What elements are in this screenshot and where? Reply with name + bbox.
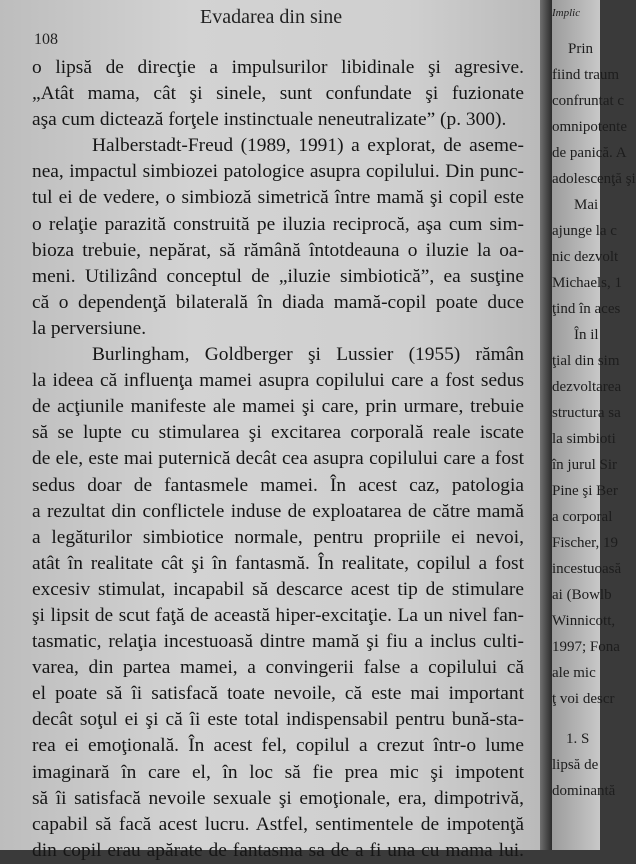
facing-line: dezvoltarea bbox=[552, 379, 622, 395]
facing-line: de panică. A bbox=[552, 145, 627, 161]
body-text bbox=[32, 55, 524, 864]
text-line: tul ei de vedere, o simbioză simetrică între mamă şi copil este bbox=[32, 187, 524, 209]
text-line: Burlingham, Goldberger şi Lussier (1955) rămân bbox=[92, 344, 524, 366]
book-gutter bbox=[540, 0, 552, 850]
facing-line: incestuoasă bbox=[552, 561, 622, 577]
text-line: imaginară în care el, în loc să fie prea mic şi impotent bbox=[32, 761, 524, 783]
facing-line: ajunge la c bbox=[552, 223, 617, 239]
facing-line: 1997; Fona bbox=[552, 639, 620, 655]
text-line: de ele, este mai puternică decât cea asupra copilului care a fost bbox=[32, 448, 524, 470]
text-line: că o dependenţă bilaterală în diada mamă-copil poate duce bbox=[32, 291, 524, 313]
facing-line: ţ voi descr bbox=[552, 691, 615, 707]
facing-line: structura sa bbox=[552, 405, 621, 421]
text-line: meni. Utilizând conceptul de „iluzie simbiotică”, ea susţine bbox=[32, 265, 524, 287]
facing-line: ai (Bowlb bbox=[552, 587, 612, 603]
facing-line: lipsă de bbox=[552, 757, 599, 773]
paragraph-3 bbox=[32, 342, 524, 864]
facing-line: nic dezvolt bbox=[552, 249, 619, 265]
text-line: şi lipsit de scut faţă de această hiper-excitaţie. La un nivel fan- bbox=[32, 604, 524, 626]
text-line: bioza trebuie, nepărat, să rămână întotdeauna o iluzie la oa- bbox=[32, 239, 524, 261]
page-number: 108 bbox=[34, 31, 58, 48]
text-line: de acţiunile manifeste ale mamei şi care, prin urmare, trebuie bbox=[32, 396, 524, 418]
facing-line: ţind în aces bbox=[552, 301, 621, 317]
text-line: „Atât mama, cât şi sinele, sunt confundate şi fuzionate bbox=[32, 83, 524, 105]
text-line: a rezultat din conflictele induse de exploatarea de către mamă bbox=[32, 500, 524, 522]
text-line: să se lupte cu stimularea şi excitarea corporală reale iscate bbox=[32, 422, 524, 444]
text-line: la ideea că influenţa mamei asupra copilului care a fost sedus bbox=[32, 370, 524, 392]
text-line: din copil erau apărate de fantasma sa de a fi una cu mama lui. bbox=[32, 839, 524, 861]
facing-line: confruntat c bbox=[552, 93, 625, 109]
text-line: o lipsă de direcţie a impulsurilor libidinale şi agresive. bbox=[32, 57, 524, 78]
facing-line: Pine şi Ber bbox=[552, 483, 618, 499]
text-line: rea ei emoţională. În acest fel, copilul a crezut într-o lume bbox=[32, 735, 524, 757]
text-line: nea, impactul simbiozei patologice asupra copilului. Din punc- bbox=[32, 161, 524, 183]
facing-line: ţial din sim bbox=[552, 353, 620, 369]
text-line: el poate să îi satisfacă toate nevoile, că este mai important bbox=[32, 683, 524, 705]
text-line: capabil să facă acest lucru. Astfel, sentimentele de impotenţă bbox=[32, 813, 524, 835]
text-line: excesiv stimulat, incapabil să descarce acest tip de stimulare bbox=[32, 578, 524, 600]
facing-line: la simbioti bbox=[552, 431, 616, 447]
running-head: Evadarea din sine bbox=[200, 6, 343, 28]
facing-line: Michaels, 1 bbox=[552, 275, 622, 291]
text-line: Halberstadt-Freud (1989, 1991) a explorat, de aseme- bbox=[92, 135, 524, 157]
facing-line: a corporal bbox=[552, 509, 613, 525]
facing-line: omnipotente bbox=[552, 119, 627, 135]
paragraph-2 bbox=[32, 133, 524, 342]
text-line: să îi satisfacă nevoile sexuale şi emoţionale, era, dimpotrivă, bbox=[32, 787, 524, 809]
text-line: varea, din partea mamei, a convingerii false a copilului că bbox=[32, 657, 524, 679]
facing-line: adolescenţă şi bbox=[552, 171, 636, 187]
text-line: sedus doar de fantasmele mamei. În acest caz, patologia bbox=[32, 474, 524, 496]
facing-page bbox=[552, 0, 636, 850]
text-line: decât soţul ei şi că îi este total indispensabil pentru bună-sta- bbox=[32, 709, 524, 731]
text-line: la perversiune. bbox=[32, 317, 147, 339]
text-line: aşa cum dictează forţele instinctuale neneutralizate” (p. 300). bbox=[32, 109, 507, 131]
facing-line: fiind traum bbox=[552, 67, 620, 83]
facing-line: Prin bbox=[568, 41, 594, 57]
facing-line: în jurul Sir bbox=[552, 457, 618, 473]
facing-line: În il bbox=[574, 327, 599, 343]
paragraph-1 bbox=[32, 55, 524, 133]
text-line: o relaţie parazită construită pe iluzia reciprocă, aşa cum sim- bbox=[32, 213, 524, 235]
text-line: atât în realitate cât şi în fantasmă. În realitate, copilul a fost bbox=[32, 552, 524, 574]
facing-line: Mai bbox=[574, 197, 599, 213]
facing-line: Winnicott, bbox=[552, 613, 616, 629]
facing-line: Fischer, 19 bbox=[552, 535, 619, 551]
facing-line: 1. S bbox=[566, 731, 590, 747]
facing-line: dominantă bbox=[552, 783, 616, 799]
facing-line: Implic bbox=[552, 7, 581, 19]
text-line: tasmatic, relaţia incestuoasă dintre mamă şi fiu a inclus culti- bbox=[32, 631, 524, 653]
text-line: a legăturilor simbiotice normale, pentru propriile ei nevoi, bbox=[32, 526, 524, 548]
facing-page-text bbox=[552, 0, 636, 804]
facing-line: ale mic bbox=[552, 665, 596, 681]
